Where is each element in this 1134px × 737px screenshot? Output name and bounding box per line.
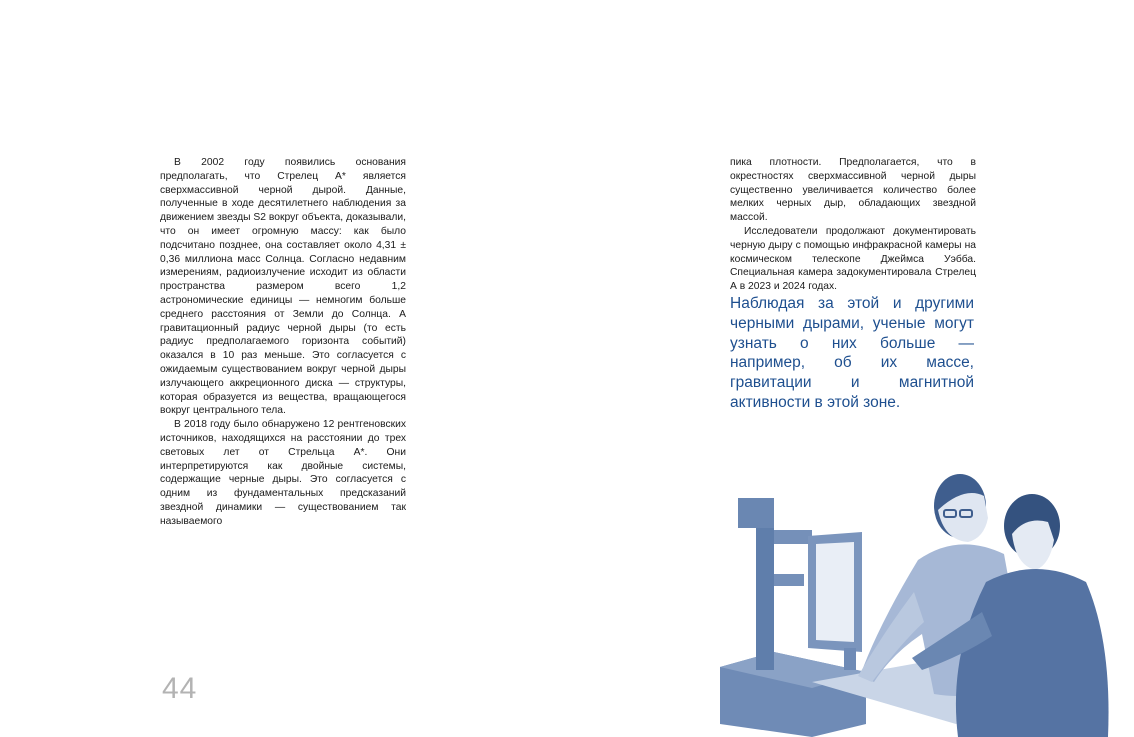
page-number: 44 (162, 672, 198, 705)
right-paragraph-1: пика плотности. Предполагается, что в окрестностях сверхмассивной черной дыры существенно увеличивается количество более мелких черных дыр, обладающих звездной массой. (730, 157, 976, 224)
pull-quote: Наблюдая за этой и другими черными дырами, ученые могут узнать о них больше — например, об их массе, гравитации и магнитной активности в этой зоне. (730, 295, 974, 411)
left-page-body (160, 156, 406, 529)
right-paragraph-2: Исследователи продолжают документировать черную дыру с помощью инфракрасной камеры на космическом телескопе Джеймса Уэбба. Специальная камера задокументировала Стрелец А в 2023 и 2024 годах. (730, 225, 976, 293)
scientists-at-microscope-illustration (716, 462, 1134, 737)
left-paragraph-1: В 2002 году появились основания предполагать, что Стрелец А* является сверхмассивной черной дырой. Данные, полученные в ходе десятилетнего наблюдения за движением звезды S2 вокруг объекта, доказывали, что он имеет огромную массу: как было подсчитано позднее, она составляет около 4,31 ± 0,36 миллиона масс Солнца. Согласно недавним измерениям, радиоизлучение исходит из области пространства размером всего 1,2 астрономические единицы — немногим больше среднего расстояния от Земли до Солнца. А гравитационный радиус черной дыры (то есть радиус предполагаемого горизонта событий) оказался в 10 раз меньше. Это согласуется с ожидаемым существованием вокруг черной дыры излучающего аккреционного диска — структуры, которая образуется из вещества, вращающегося вокруг центрального тела. (160, 157, 406, 417)
left-paragraph-2: В 2018 году было обнаружено 12 рентгеновских источников, находящихся на расстоянии до трех световых лет от Стрельца А*. Они интерпретируются как двойные системы, содержащие черные дыры. Это согласуется с одним из фундаментальных предсказаний звездной динамики — существованием так называемого (160, 419, 406, 527)
right-page-body (730, 156, 976, 294)
